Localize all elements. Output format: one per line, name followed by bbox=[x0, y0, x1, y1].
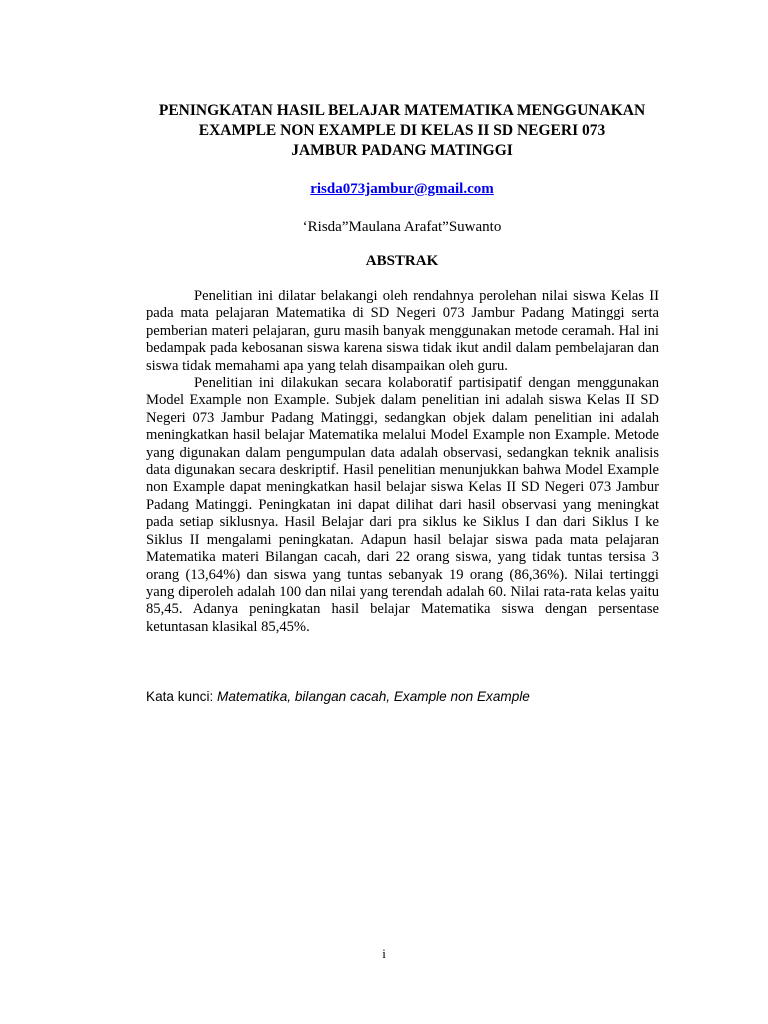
page-number: i bbox=[382, 946, 386, 961]
title-line: JAMBUR PADANG MATINGGI bbox=[291, 142, 513, 159]
title-line: EXAMPLE NON EXAMPLE DI KELAS II SD NEGERI 073 bbox=[198, 122, 606, 139]
paper-title bbox=[100, 101, 704, 161]
author-email bbox=[100, 179, 704, 199]
abstract-body bbox=[146, 288, 659, 636]
title-line: PENINGKATAN HASIL BELAJAR MATEMATIKA MENGGUNAKAN bbox=[158, 102, 646, 119]
keywords-line bbox=[146, 688, 659, 706]
keywords-label: Kata kunci: bbox=[146, 689, 218, 704]
author-names: ‘Risda”Maulana Arafat”Suwanto bbox=[302, 219, 502, 235]
abstract-paragraph: Penelitian ini dilakukan secara kolaboratif partisipatif dengan menggunakan Model Example non Example. Subjek dalam penelitian ini adalah siswa Kelas II SD Negeri 073 Jambur Padang Matinggi, sedangkan objek dalam penelitian ini adalah meningkatkan hasil belajar Matematika melalui Model Example non Example. Metode yang digunakan dalam pengumpulan data adalah observasi, sedangkan teknik analisis data digunakan secara deskriptif. Hasil penelitian menunjukkan bahwa Model Example non Example dapat meningkatkan hasil belajar siswa Kelas II SD Negeri 073 Jambur Padang Matinggi. Peningkatan ini dapat dilihat dari hasil observasi yang meningkat pada setiap siklusnya. Hasil Belajar dari pra siklus ke Siklus I dan dari Siklus I ke Siklus II mengalami peningkatan. Adapun hasil belajar siswa pada mata pelajaran Matematika materi Bilangan cacah, dari 22 orang siswa, yang tidak tuntas tersisa 3 orang (13,64%) dan siswa yang tuntas sebanyak 19 orang (86,36%). Nilai tertinggi yang diperoleh adalah 100 dan nilai yang terendah adalah 60. Nilai rata-rata kelas yaitu 85,45. Adanya peningkatan hasil belajar Matematika siswa dengan persentase ketuntasan klasikal 85,45%. bbox=[146, 375, 659, 635]
email-link[interactable]: risda073jambur@gmail.com bbox=[310, 181, 494, 197]
keywords-values: Matematika, bilangan cacah, Example non Example bbox=[217, 689, 530, 704]
abstract-paragraph: Penelitian ini dilatar belakangi oleh rendahnya perolehan nilai siswa Kelas II pada mata pelajaran Matematika di SD Negeri 073 Jambur Padang Matinggi serta pemberian materi pelajaran, guru masih banyak menggunakan metode ceramah. Hal ini bedampak pada kebosanan siswa karena siswa tidak ikut andil dalam pembelajaran dan siswa tidak memahami apa yang telah disampaikan oleh guru. bbox=[146, 288, 659, 374]
abstract-heading: ABSTRAK bbox=[365, 253, 439, 269]
